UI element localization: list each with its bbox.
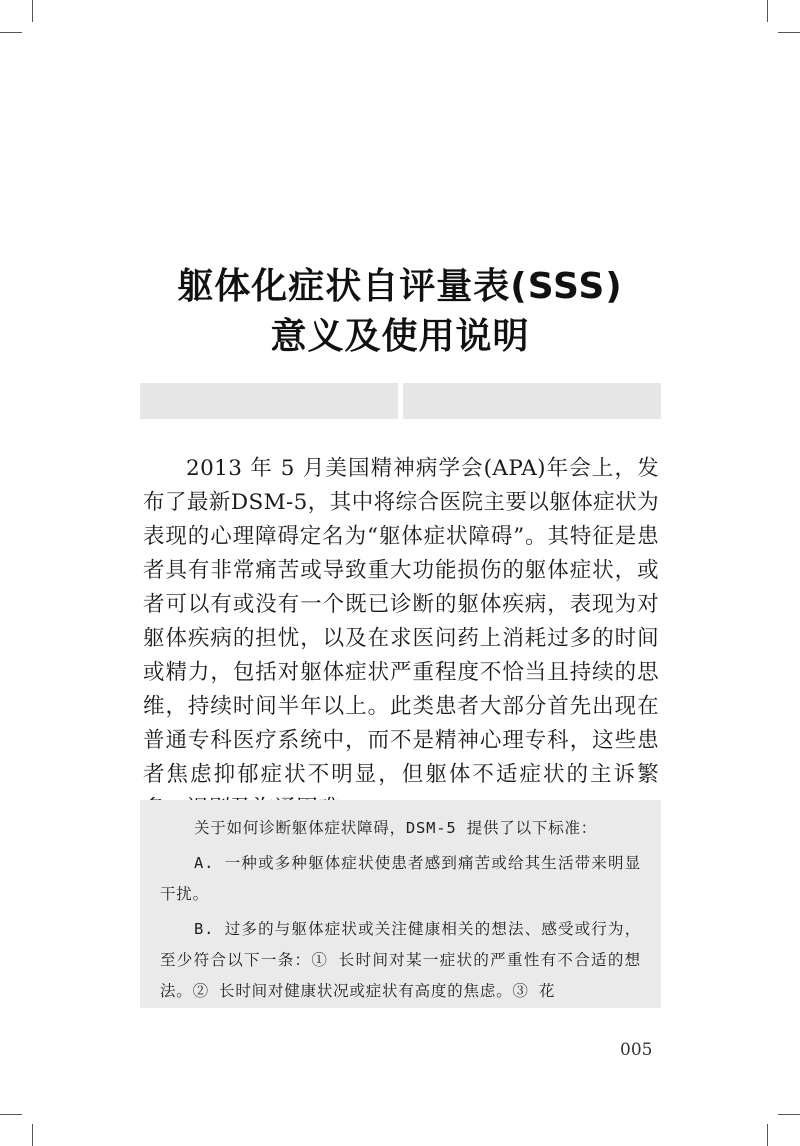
page-number: 005	[620, 1040, 653, 1060]
crop-mark	[778, 1114, 800, 1115]
criteria-item-b: B. 过多的与躯体症状或关注健康相关的想法、感受或行为，至少符合以下一条：① 长时间对某一症状的严重性有不合适的想法。② 长时间对健康状况或症状有高度的焦虑。③ 花	[160, 920, 641, 1000]
crop-mark	[32, 1124, 33, 1146]
page-title-line-1: 躯体化症状自评量表(SSS)	[177, 266, 623, 307]
crop-mark	[778, 32, 800, 33]
decorative-bar-left	[140, 383, 398, 419]
crop-mark	[767, 0, 768, 22]
crop-mark	[0, 1114, 22, 1115]
criteria-box	[140, 800, 661, 1008]
crop-mark	[767, 1124, 768, 1146]
decorative-bar-right	[403, 383, 661, 419]
crop-mark	[0, 32, 22, 33]
criteria-intro: 关于如何诊断躯体症状障碍，DSM-5 提供了以下标准：	[194, 819, 598, 837]
crop-mark	[32, 0, 33, 22]
criteria-item-a: A. 一种或多种躯体症状使患者感到痛苦或给其生活带来明显干扰。	[160, 854, 641, 903]
page-title-line-2: 意义及使用说明	[270, 316, 530, 357]
body-paragraph: 2013 年 5 月美国精神病学会(APA)年会上，发布了最新DSM-5，其中将综合医院主要以躯体症状为表现的心理障碍定名为“躯体症状障碍”。其特征是患者具有非常痛苦或导致重大功能损伤的躯体症状，或者可以有或没有一个既已诊断的躯体疾病，表现为对躯体疾病的担忧，以及在求医问药上消耗过多的时间或精力，包括对躯体症状严重程度不恰当且持续的思维，持续时间半年以上。此类患者大部分首先出现在普通专科医疗系统中，而不是精神心理专科，这些患者焦虑抑郁症状不明显，但躯体不适症状的主诉繁	[143, 456, 659, 787]
